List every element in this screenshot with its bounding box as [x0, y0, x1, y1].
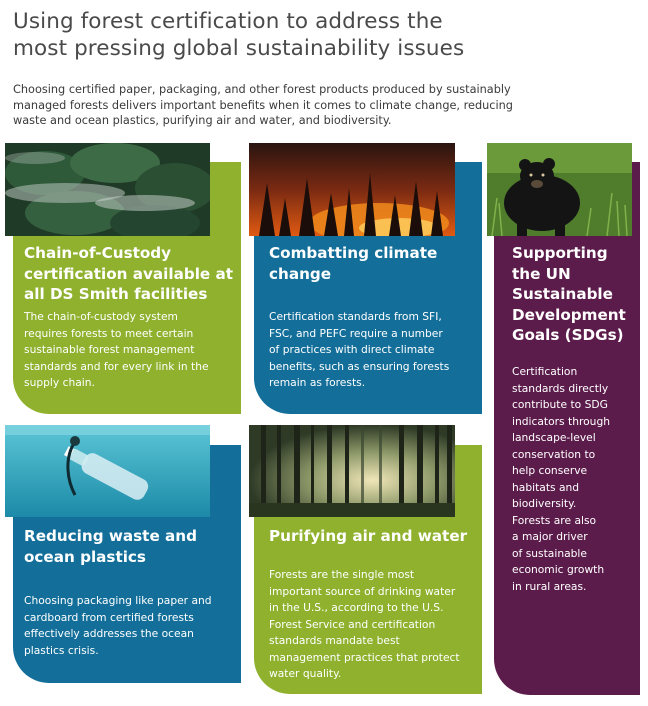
card-title-chain-of-custody — [24, 243, 233, 305]
title-line: certification available at — [24, 264, 233, 283]
title-line: all DS Smith facilities — [24, 285, 208, 303]
body-line: Certification — [512, 365, 578, 378]
misty-forest-image — [5, 143, 210, 236]
body-line: indicators through — [512, 414, 611, 428]
body-line: of practices with direct climate — [269, 343, 435, 356]
body-line: plastics crisis. — [24, 643, 99, 657]
title-line: Combatting climate — [269, 244, 438, 262]
body-line: cardboard from certified forests — [24, 610, 194, 624]
body-line: requires forests to meet certain — [24, 326, 194, 340]
body-line: The chain-of-custody system — [24, 310, 178, 323]
forest-fire-image — [249, 143, 455, 236]
body-line: landscape-level — [512, 431, 596, 444]
sunlit-forest-image — [249, 425, 455, 517]
body-line: contribute to SDG — [512, 398, 608, 411]
body-line: a major driver — [512, 530, 588, 543]
title-line: Goals (SDGs) — [512, 326, 624, 344]
plastic-bottle-ocean-image — [5, 425, 210, 517]
body-line: water quality. — [269, 667, 342, 680]
card-body-air-water — [269, 567, 460, 683]
body-line: Forests are the single most — [269, 568, 415, 581]
body-line: biodiversity. — [512, 497, 577, 510]
title-line: Development — [512, 305, 626, 324]
body-line: economic growth — [512, 563, 605, 576]
intro-line-2: managed forests delivers important benefits when it comes to climate change, reducing — [13, 98, 513, 112]
intro-line-3: waste and ocean plastics, purifying air and water, and biodiversity. — [13, 114, 392, 128]
body-line: Choosing packaging like paper and — [24, 594, 212, 607]
card-body-climate-change — [269, 309, 449, 392]
body-line: standards mandate best — [269, 634, 400, 647]
body-line: effectively addresses the ocean — [24, 627, 194, 640]
title-line: Supporting — [512, 244, 608, 262]
title-line: ocean plastics — [24, 547, 146, 566]
page-title-line-2: most pressing global sustainability issues — [13, 36, 465, 61]
card-title-air-water — [269, 526, 467, 547]
card-body-ocean-plastics — [24, 593, 212, 659]
page-title — [13, 8, 633, 62]
title-line: Reducing waste and — [24, 527, 197, 545]
body-line: standards directly — [512, 381, 609, 395]
body-line: Forest Service and certification — [269, 617, 436, 631]
title-line: Purifying air and water — [269, 527, 468, 545]
title-line: Chain-of-Custody — [24, 244, 172, 262]
page-title-line-1: Using forest certification to address the — [13, 9, 443, 34]
card-title-ocean-plastics — [24, 526, 197, 567]
body-line: benefits, such as ensuring forests — [269, 359, 450, 373]
body-line: habitats and — [512, 480, 580, 494]
body-line: important source of drinking water — [269, 584, 456, 598]
body-line: supply chain. — [24, 376, 95, 389]
body-line: Certification standards from SFI, — [269, 310, 442, 323]
black-bear-image — [487, 143, 632, 236]
title-line: Sustainable — [512, 285, 613, 303]
intro-line-1: Choosing certified paper, packaging, and other forest products produced by sustainably — [13, 83, 511, 96]
card-body-chain-of-custody — [24, 309, 209, 392]
body-line: FSC, and PEFC require a number — [269, 326, 443, 340]
title-line: the UN — [512, 264, 571, 283]
body-line: conservation to — [512, 447, 596, 461]
body-line: help conserve — [512, 464, 588, 477]
body-line: management practices that protect — [269, 650, 460, 664]
title-line: change — [269, 264, 332, 283]
intro-paragraph — [13, 82, 633, 129]
card-body-un-sdgs — [512, 364, 610, 595]
card-title-un-sdgs — [512, 243, 626, 346]
body-line: sustainable forest management — [24, 343, 195, 356]
body-line: in the U.S., according to the U.S. — [269, 601, 444, 614]
body-line: Forests are also — [512, 513, 597, 527]
body-line: remain as forests. — [269, 376, 366, 389]
body-line: of sustainable — [512, 546, 587, 560]
body-line: standards and for every link in the — [24, 359, 209, 373]
card-title-climate-change — [269, 243, 437, 284]
body-line: in rural areas. — [512, 579, 587, 593]
